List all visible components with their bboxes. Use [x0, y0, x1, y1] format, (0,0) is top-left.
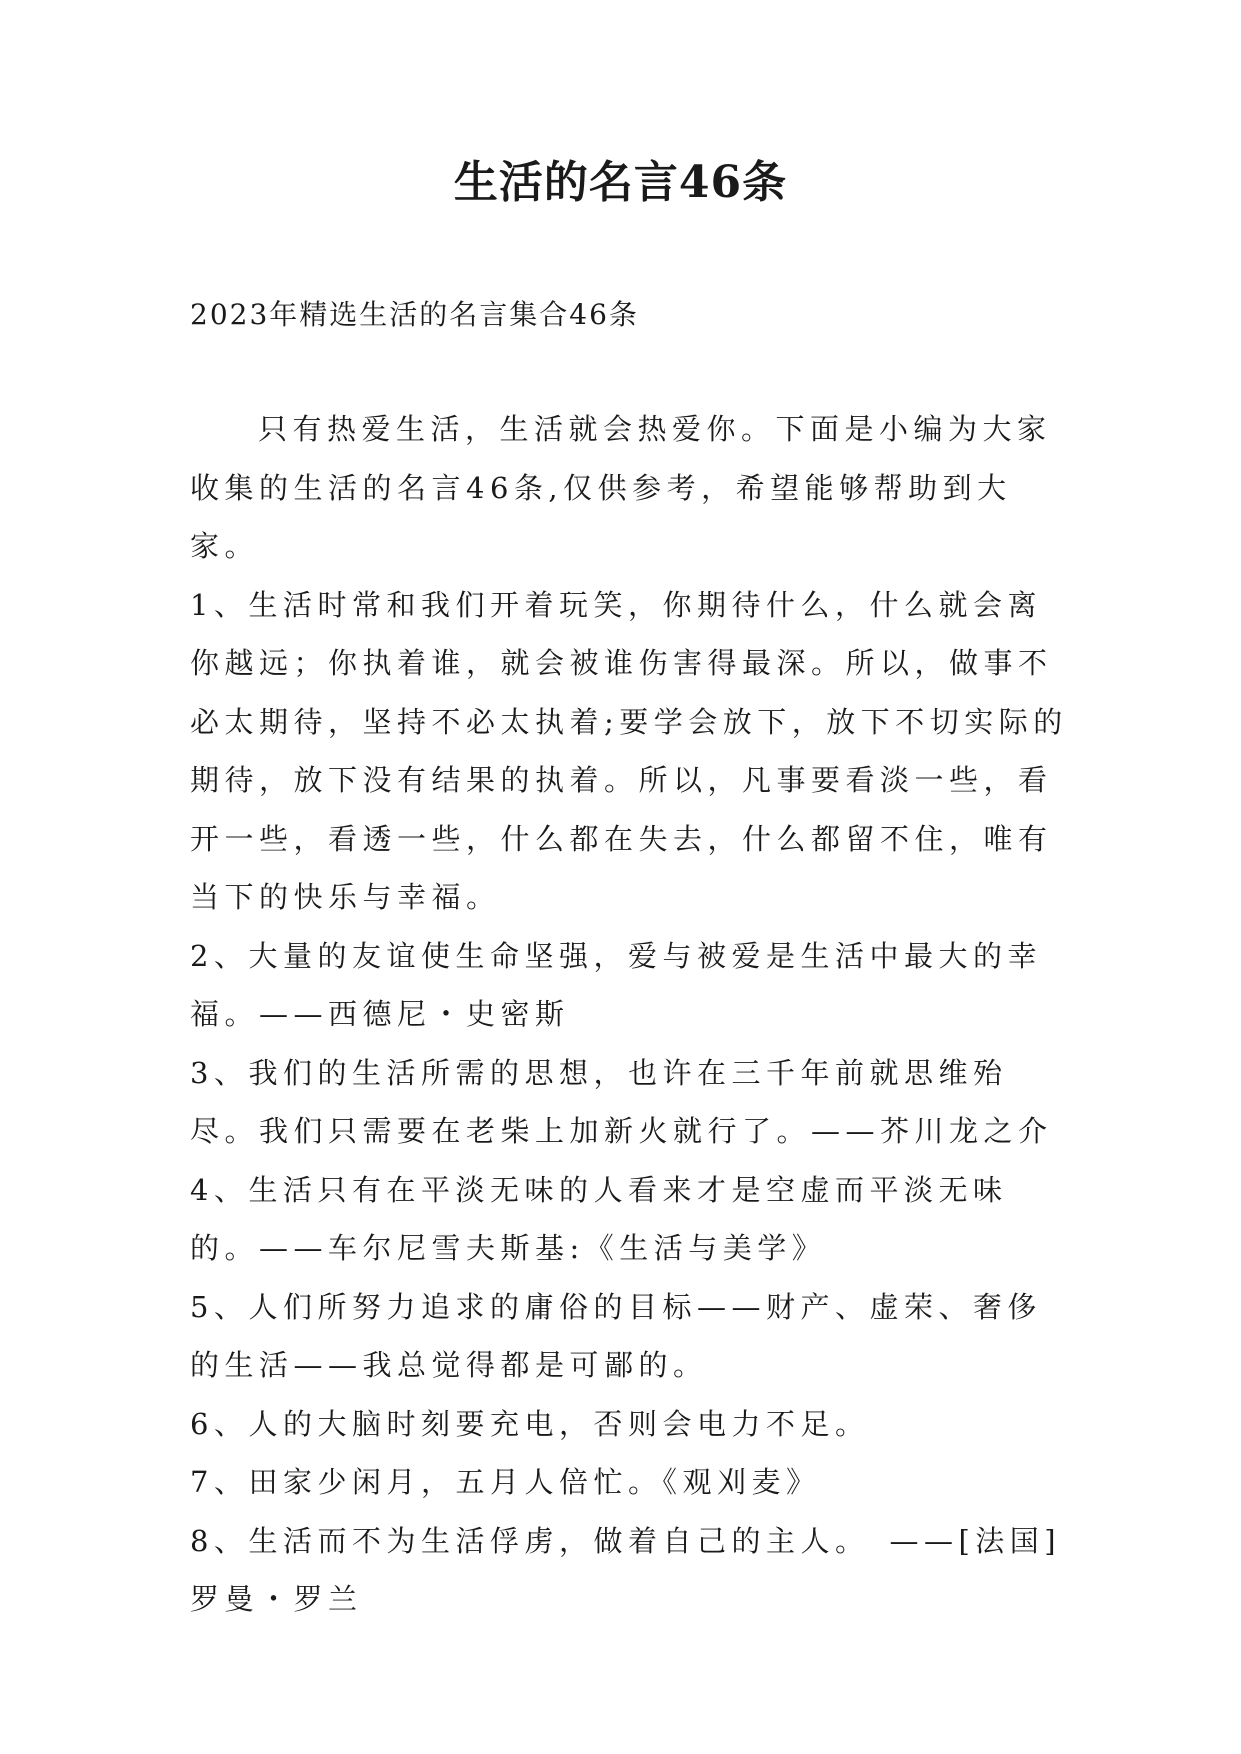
quote-item: 4、生活只有在平淡无味的人看来才是空虚而平淡无味的。——车尔尼雪夫斯基:《生活与美学》	[190, 1172, 1008, 1265]
document-body	[190, 400, 1070, 1629]
quote-item: 6、人的大脑时刻要充电，否则会电力不足。	[190, 1406, 870, 1441]
quote-item: 8、生活而不为生活俘虏，做着自己的主人。 ——[法国]罗曼・罗兰	[190, 1523, 1062, 1616]
quote-item: 3、我们的生活所需的思想，也许在三千年前就思维殆尽。我们只需要在老柴上加新火就行了。——芥川龙之介	[190, 1055, 1053, 1148]
quote-item: 7、田家少闲月，五月人倍忙。《观刈麦》	[190, 1465, 821, 1499]
document-title: 生活的名言46条	[453, 157, 788, 208]
document-subtitle: 2023年精选生活的名言集合46条	[190, 298, 639, 331]
quote-item: 1、生活时常和我们开着玩笑，你期待什么，什么就会离你越远；你执着谁，就会被谁伤害得最深。所以，做事不必太期待，坚持不必太执着;要学会放下，放下不切实际的期待，放下没有结果的执着。所以，凡事要看淡一些，看开一些，看透一些，什么都在失去，什么都留不住，唯有当下的快乐与幸福。	[190, 587, 1068, 914]
intro-paragraph: 只有热爱生活，生活就会热爱你。下面是小编为大家收集的生活的名言46条,仅供参考，希望能够帮助到大家。	[190, 412, 1052, 563]
quote-item: 2、大量的友谊使生命坚强，爱与被爱是生活中最大的幸福。——西德尼・史密斯	[190, 938, 1042, 1031]
quote-item: 5、人们所努力追求的庸俗的目标——财产、虚荣、奢侈的生活——我总觉得都是可鄙的。	[190, 1289, 1042, 1382]
